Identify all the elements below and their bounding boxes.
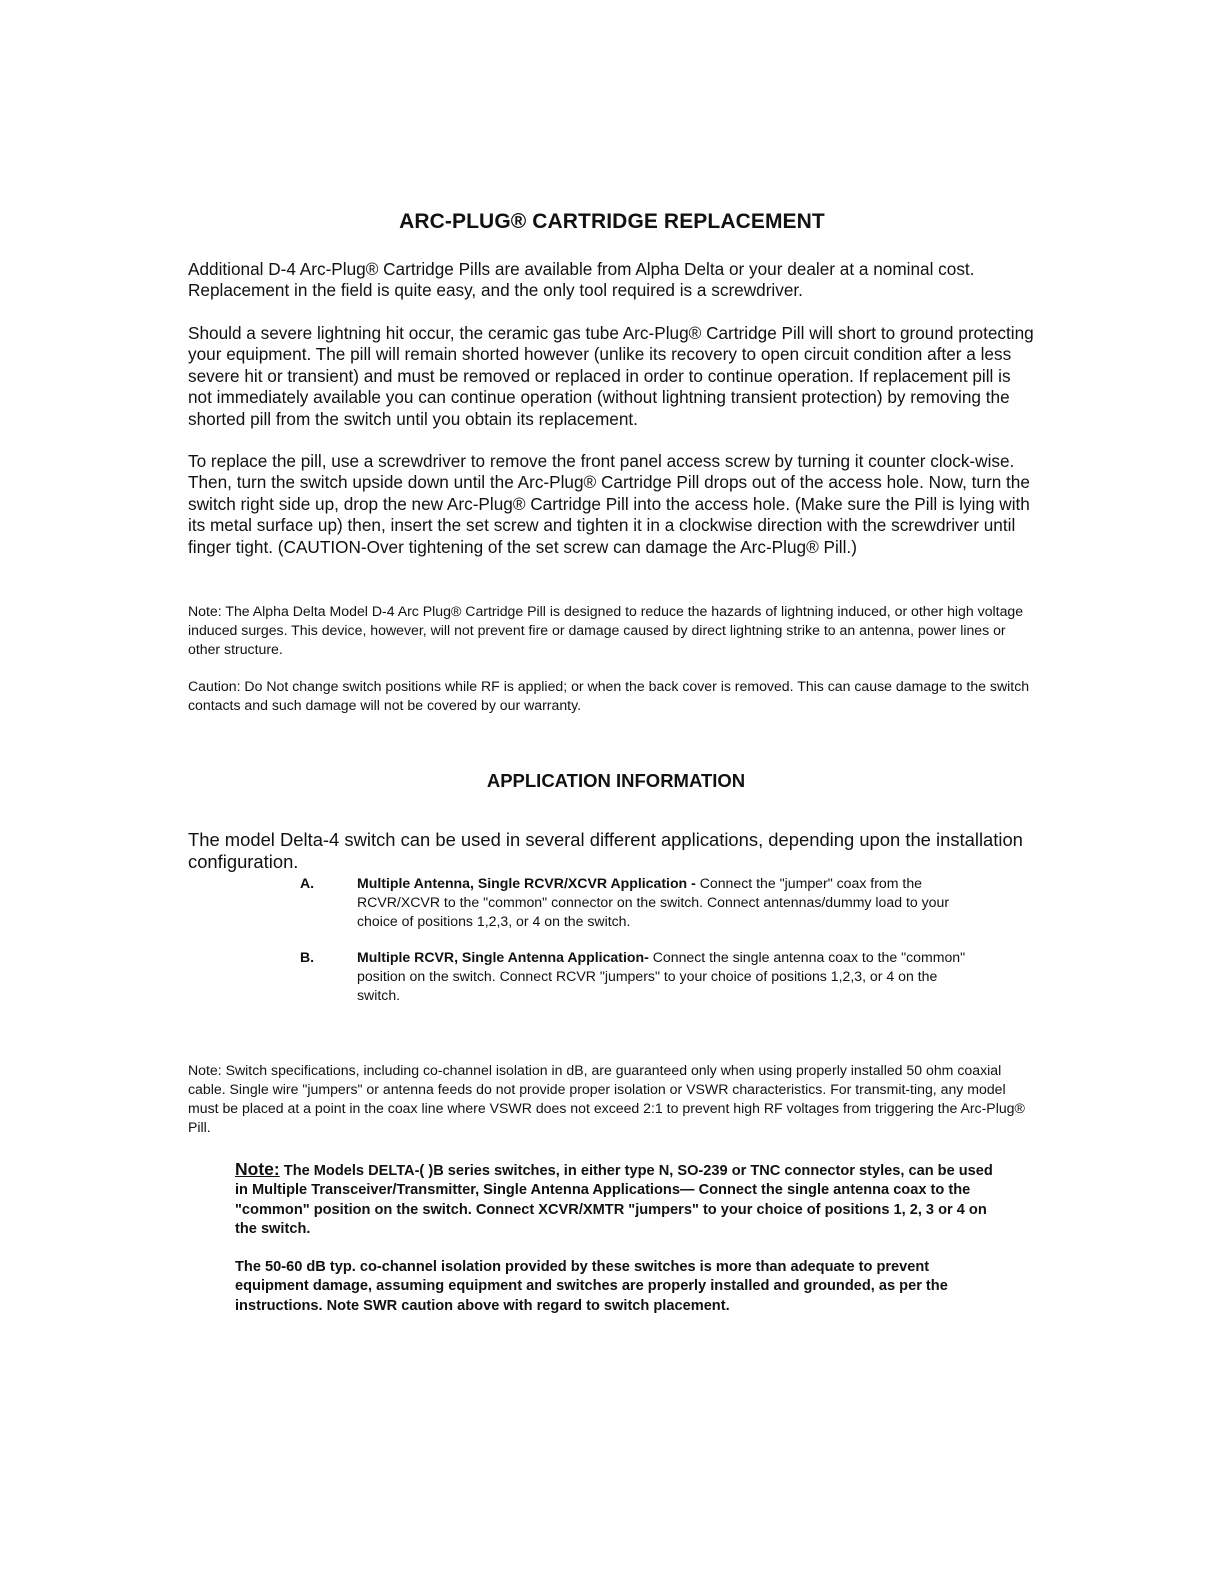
note-label: Note: — [235, 1159, 280, 1179]
rf-caution: Caution: Do Not change switch positions while RF is applied; or when the back cover is removed. This can cause damage to the switch contacts and such damage will not be covered by our warranty. — [188, 678, 1030, 713]
note-body: The Models DELTA-( )B series switches, in either type N, SO-239 or TNC connector styles, can be used in Multiple Transceiver/Transmitter, Single Antenna Applications— Connect the single antenna coax to the "common" position on the switch. Connect XCVR/XMTR "jumpers" to your choice of positions 1, 2, 3 or 4 on the switch. — [235, 1163, 993, 1238]
item-description — [357, 948, 967, 1005]
application-item-a — [300, 874, 970, 934]
item-letter: A. — [300, 875, 315, 891]
application-information-heading: APPLICATION INFORMATION — [486, 770, 746, 791]
item-body: Connect the single antenna coax to the "common" position on the switch. Connect RCVR "jumpers" to your choice of positions 1,2,3, or 4 on the switch. — [357, 949, 966, 1003]
delta-b-series-note — [235, 1160, 995, 1240]
application-item-b — [300, 948, 970, 1008]
replacement-procedure-paragraph: To replace the pill, use a screwdriver to remove the front panel access screw by turning it counter clock-wise. Then, turn the switch upside down until the Arc-Plug® Cartridge Pill drops out of the access hole. Now, turn the switch right side up, drop the new Arc-Plug® Cartridge Pill into the access hole. (Make sure the Pill is lying with its metal surface up) then, insert the set screw and tighten it in a clockwise direction with the screwdriver until finger tight. (CAUTION-Over tightening of the set screw can damage the Arc-Plug® Pill.) — [188, 451, 1030, 557]
availability-paragraph: Additional D-4 Arc-Plug® Cartridge Pills are available from Alpha Delta or your dealer at a nominal cost. Replacement in the field is quite easy, and the only tool required is a screwdriver. — [188, 259, 975, 301]
item-title: Multiple RCVR, Single Antenna Application- — [357, 949, 649, 965]
item-title: Multiple Antenna, Single RCVR/XCVR Application - — [357, 875, 696, 891]
isolation-note: The 50-60 dB typ. co-channel isolation provided by these switches is more than adequate to prevent equipment damage, assuming equipment and switches are properly installed and grounded, as per the instructions. Note SWR caution above with regard to switch placement. — [235, 1259, 948, 1314]
cartridge-replacement-heading: ARC-PLUG® CARTRIDGE REPLACEMENT — [399, 210, 825, 233]
item-description — [357, 874, 967, 931]
lightning-hit-paragraph: Should a severe lightning hit occur, the ceramic gas tube Arc-Plug® Cartridge Pill will short to ground protecting your equipment. The pill will remain shorted however (unlike its recovery to open circuit condition after a less severe hit or transient) and must be removed or replaced in order to continue operation. If replacement pill is not immediately available you can continue operation (without lightning transient protection) by removing the shorted pill from the switch until you obtain its replacement. — [188, 323, 1034, 429]
coax-specification-note: Note: Switch specifications, including co-channel isolation in dB, are guaranteed only when using properly installed 50 ohm coaxial cable. Single wire "jumpers" or antenna feeds do not provide proper isolation or VSWR characteristics. For transmit-ting, any model must be placed at a point in the coax line where VSWR does not exceed 2:1 to prevent high RF voltages from triggering the Arc-Plug® Pill. — [188, 1062, 1025, 1135]
item-letter: B. — [300, 949, 315, 965]
application-intro: The model Delta-4 switch can be used in several different applications, depending upon the installation configuration. — [188, 829, 1023, 872]
item-body: Connect the "jumper" coax from the RCVR/XCVR to the "common" connector on the switch. Connect antennas/dummy load to your choice of positions 1,2,3, or 4 on the switch. — [357, 875, 950, 929]
lightning-note: Note: The Alpha Delta Model D-4 Arc Plug® Cartridge Pill is designed to reduce the hazards of lightning induced, or other high voltage induced surges. This device, however, will not prevent fire or damage caused by direct lightning strike to an antenna, power lines or other structure. — [188, 603, 1024, 657]
